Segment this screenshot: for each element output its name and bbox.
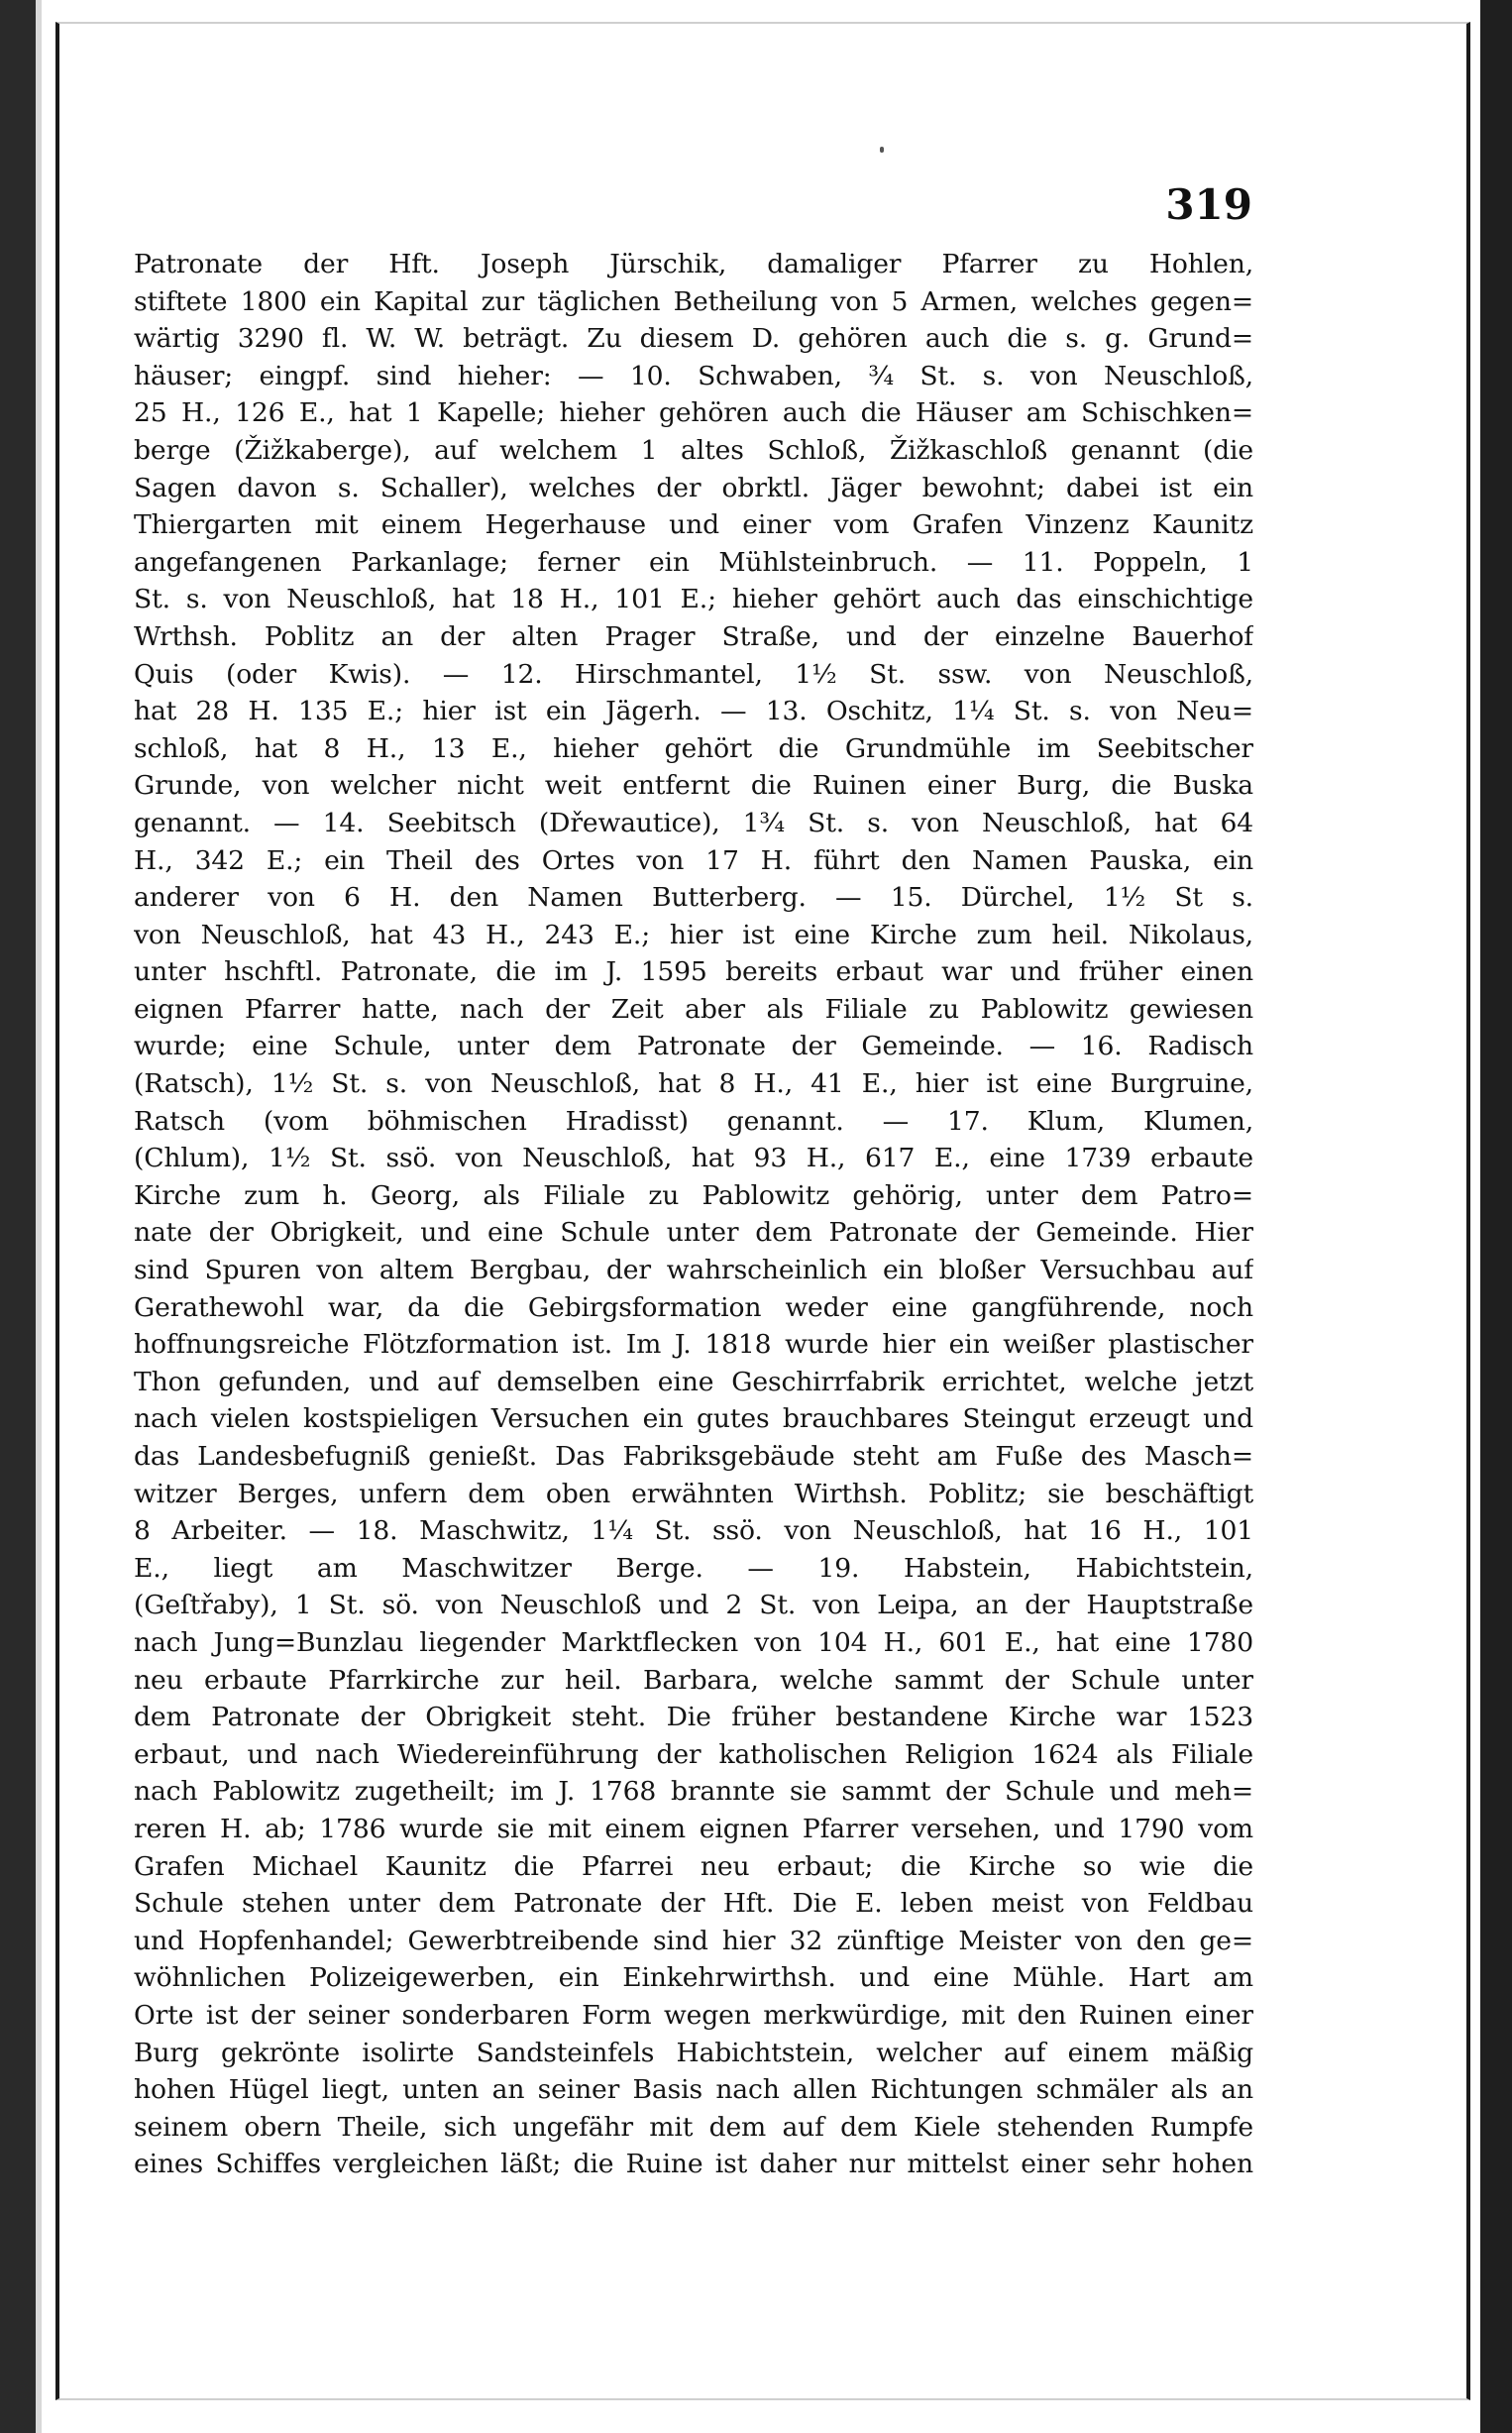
- text-line: berge (Žižkaberge), auf welchem 1 altes Schloß, Žižkaschloß genannt (die: [134, 434, 1253, 466]
- text-line: (Geſtřaby), 1 St. sö. von Neuschloß und 2 St. von Leipa, an der Hauptstraße: [134, 1590, 1253, 1621]
- text-line: unter hschftl. Patronate, die im J. 1595 bereits erbaut war und früher einen: [134, 956, 1253, 988]
- text-line: Gerathewohl war, da die Gebirgsformation weder eine gangführende, noch: [134, 1291, 1253, 1323]
- text-line: E., liegt am Maschwitzer Berge. — 19. Habstein, Habichtstein,: [134, 1552, 1253, 1584]
- text-line: reren H. ab; 1786 wurde sie mit einem eignen Pfarrer versehen, und 1790 vom: [134, 1813, 1253, 1844]
- text-line: genannt. — 14. Seebitsch (Dřewautice), 1¾ St. s. von Neuschloß, hat 64: [134, 807, 1253, 838]
- text-line: hohen Hügel liegt, unten an seiner Basis nach allen Richtungen schmäler als an: [134, 2074, 1253, 2106]
- text-line: erbaut, und nach Wiedereinführung der katholischen Religion 1624 als Filiale: [134, 1738, 1253, 1770]
- left-page-edge: [0, 0, 36, 2433]
- text-line: Schule stehen unter dem Patronate der Hft. Die E. leben meist von Feldbau: [134, 1888, 1253, 1920]
- page-number: 319: [1165, 180, 1252, 229]
- right-page-edge: [1480, 0, 1512, 2433]
- text-line: und Hopfenhandel; Gewerbtreibende sind hier 32 zünftige Meister von den ge=: [134, 1925, 1253, 1956]
- text-line: (Ratsch), 1½ St. s. von Neuschloß, hat 8 H., 41 E., hier ist eine Burgruine,: [134, 1068, 1253, 1100]
- text-line: hat 28 H. 135 E.; hier ist ein Jägerh. — 13. Oschitz, 1¼ St. s. von Neu=: [134, 696, 1253, 727]
- text-line: Patronate der Hft. Joseph Jürschik, damaliger Pfarrer zu Hohlen,: [134, 249, 1253, 279]
- text-line: Burg gekrönte isolirte Sandsteinfels Habichtstein, welcher auf einem mäßig: [134, 2037, 1253, 2068]
- text-line: hoffnungsreiche Flötzformation ist. Im J. 1818 wurde hier ein weißer plastischer: [134, 1329, 1253, 1361]
- text-line: St. s. von Neuschloß, hat 18 H., 101 E.; hieher gehört auch das einschichtige: [134, 584, 1253, 615]
- text-line: von Neuschloß, hat 43 H., 243 E.; hier ist eine Kirche zum heil. Nikolaus,: [134, 919, 1253, 950]
- text-line: schloß, hat 8 H., 13 E., hieher gehört die Grundmühle im Seebitscher: [134, 732, 1253, 764]
- text-line: 25 H., 126 E., hat 1 Kapelle; hieher gehören auch die Häuser am Schischken=: [134, 397, 1253, 429]
- text-line: Grafen Michael Kaunitz die Pfarrei neu erbaut; die Kirche so wie die: [134, 1850, 1253, 1882]
- text-line: neu erbaute Pfarrkirche zur heil. Barbara, welche sammt der Schule unter: [134, 1664, 1253, 1696]
- text-line: witzer Berges, unfern dem oben erwähnten Wirthsh. Poblitz; sie beschäftigt: [134, 1478, 1253, 1509]
- text-line: Sagen davon s. Schaller), welches der obrktl. Jäger bewohnt; dabei ist ein: [134, 472, 1253, 503]
- text-line: Kirche zum h. Georg, als Filiale zu Pablowitz gehörig, unter dem Patro=: [134, 1179, 1253, 1211]
- text-line: nach vielen kostspieligen Versuchen ein gutes brauchbares Steingut erzeugt und: [134, 1403, 1253, 1435]
- body-text: [134, 246, 1253, 2183]
- text-line: häuser; eingpf. sind hieher: — 10. Schwaben, ¾ St. s. von Neuschloß,: [134, 360, 1253, 391]
- text-line: das Landesbefugniß genießt. Das Fabriksgebäude steht am Fuße des Masch=: [134, 1441, 1253, 1472]
- text-line: wurde; eine Schule, unter dem Patronate der Gemeinde. — 16. Radisch: [134, 1031, 1253, 1062]
- text-line: seinem obern Theile, sich ungefähr mit dem auf dem Kiele stehenden Rumpfe: [134, 2111, 1253, 2143]
- text-line: angefangenen Parkanlage; ferner ein Mühlsteinbruch. — 11. Poppeln, 1: [134, 546, 1253, 578]
- text-line: nate der Obrigkeit, und eine Schule unter dem Patronate der Gemeinde. Hier: [134, 1217, 1253, 1249]
- text-line: (Chlum), 1½ St. ssö. von Neuschloß, hat 93 H., 617 E., eine 1739 erbaute: [134, 1143, 1253, 1174]
- text-line: Grunde, von welcher nicht weit entfernt die Ruinen einer Burg, die Buska: [134, 770, 1253, 802]
- text-line: wöhnlichen Polizeigewerben, ein Einkehrwirthsh. und eine Mühle. Hart am: [134, 1962, 1253, 1994]
- text-line: Wrthsh. Poblitz an der alten Prager Straße, und der einzelne Bauerhof: [134, 620, 1253, 652]
- text-line: nach Pablowitz zugetheilt; im J. 1768 brannte sie sammt der Schule und meh=: [134, 1776, 1253, 1808]
- text-line: H., 342 E.; ein Theil des Ortes von 17 H. führt den Namen Pauska, ein: [134, 844, 1253, 876]
- text-line: stiftete 1800 ein Kapital zur täglichen Betheilung von 5 Armen, welches gegen=: [134, 285, 1253, 317]
- text-line: dem Patronate der Obrigkeit steht. Die früher bestandene Kirche war 1523: [134, 1702, 1253, 1733]
- text-line: Orte ist der seiner sonderbaren Form wegen merkwürdige, mit den Ruinen einer: [134, 1999, 1253, 2031]
- left-page-gutter: [36, 0, 42, 2433]
- text-line: Ratsch (vom böhmischen Hradisst) genannt. — 17. Klum, Klumen,: [134, 1105, 1253, 1137]
- ink-speck: [880, 147, 884, 153]
- text-line: 8 Arbeiter. — 18. Maschwitz, 1¼ St. ssö. von Neuschloß, hat 16 H., 101: [134, 1515, 1253, 1547]
- text-line: eines Schiffes vergleichen läßt; die Ruine ist daher nur mittelst einer sehr hohen: [134, 2149, 1253, 2180]
- text-line: nach Jung=Bunzlau liegender Marktflecken von 104 H., 601 E., hat eine 1780: [134, 1626, 1253, 1658]
- text-line: Thiergarten mit einem Hegerhause und einer vom Grafen Vinzenz Kaunitz: [134, 509, 1253, 541]
- text-line: eignen Pfarrer hatte, nach der Zeit aber als Filiale zu Pablowitz gewiesen: [134, 993, 1253, 1025]
- text-line: Quis (oder Kwis). — 12. Hirschmantel, 1½ St. ssw. von Neuschloß,: [134, 658, 1253, 690]
- text-line: anderer von 6 H. den Namen Butterberg. — 15. Dürchel, 1½ St s.: [134, 882, 1253, 914]
- text-line: wärtig 3290 fl. W. W. beträgt. Zu diesem D. gehören auch die s. g. Grund=: [134, 323, 1253, 355]
- text-line: Thon gefunden, und auf demselben eine Geschirrfabrik errichtet, welche jetzt: [134, 1366, 1253, 1397]
- text-line: sind Spuren von altem Bergbau, der wahrscheinlich ein bloßer Versuchbau auf: [134, 1255, 1253, 1286]
